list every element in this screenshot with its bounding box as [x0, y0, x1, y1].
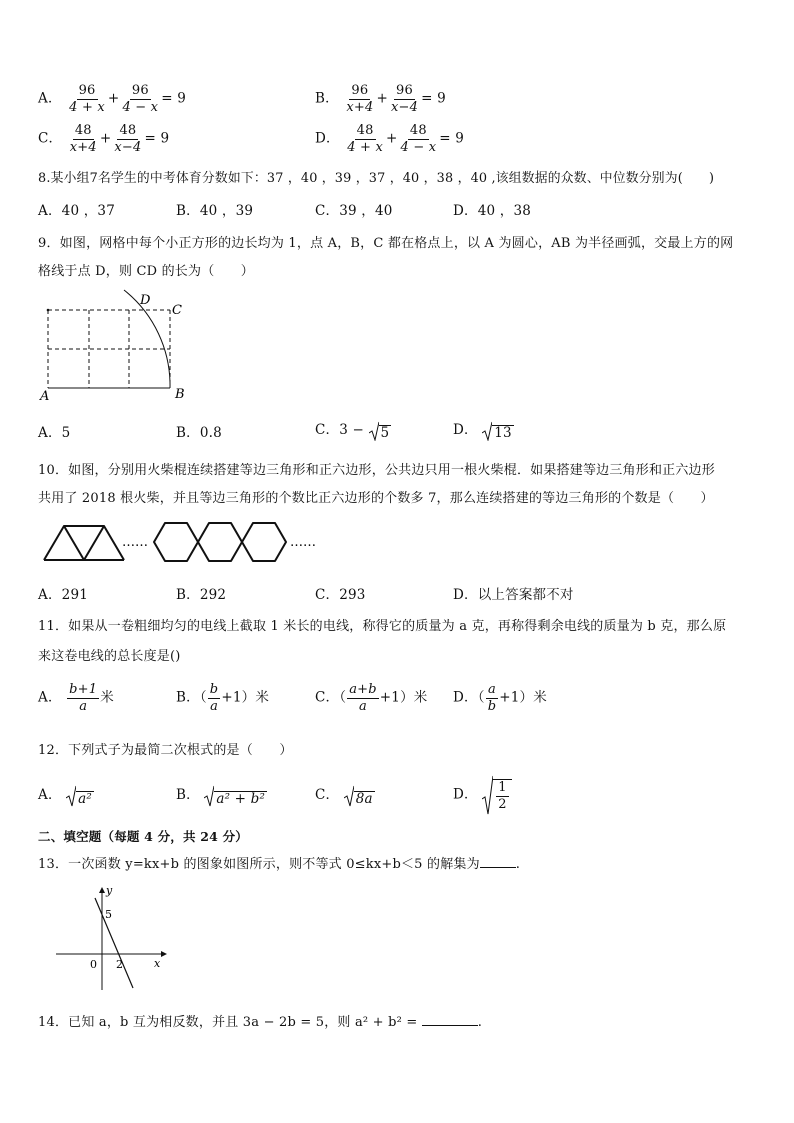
q9-stem-line2: 格线于点 D，则 CD 的长为（ ） [38, 264, 254, 279]
q9-option-a[interactable]: A．5 [38, 425, 71, 441]
q10-stem-line1: 10．如图，分别用火柴棍连续搭建等边三角形和正六边形，公共边只用一根火柴棍．如果搭建等边三角形和正六边形 [38, 463, 715, 478]
q11-stem-line1: 11．如果从一卷粗细均匀的电线上截取 1 米长的电线，称得它的质量为 a 克，再称得剩余电线的质量为 b 克，那么原 [38, 619, 727, 634]
fraction: $\frac{a}{b}$ [487, 682, 497, 714]
point-label-b: B [175, 387, 185, 402]
answer-blank[interactable] [422, 1025, 478, 1026]
q9-option-d[interactable]: D． 13 [453, 422, 512, 441]
square-root: a² + b² [204, 785, 267, 807]
q12-option-b[interactable]: B． a² + b² [176, 783, 267, 807]
ellipsis-dots: …… [290, 535, 316, 550]
q13-line-graph [56, 882, 176, 992]
option-label: D． [315, 130, 340, 147]
option-label: B． [315, 90, 339, 107]
q14-stem: 14．已知 a，b 互为相反数，并且 3a − 2b = 5，则 a² + b² = . [38, 1015, 483, 1030]
square-root [482, 775, 511, 815]
q8-option-b[interactable]: B．40 ，39 [176, 203, 254, 219]
fraction: $\frac{b}{a}$ [209, 682, 219, 714]
fraction: $\frac{48}{x+4}$ [69, 123, 97, 155]
ellipsis-dots: …… [122, 535, 148, 550]
q12-option-a[interactable]: A． a² [38, 783, 94, 807]
square-root: 5 [369, 421, 392, 441]
q10-option-d[interactable]: D．以上答案都不对 [453, 587, 574, 603]
q11-option-b[interactable]: B．（ $\frac{b}{a}$ +1）米 [176, 682, 270, 714]
x-intercept-label: 2 [116, 958, 123, 971]
q12-stem: 12．下列式子为最简二次根式的是（ ） [38, 743, 293, 758]
y-axis-label: y [106, 884, 113, 897]
q10-matchstick-figure [38, 512, 328, 574]
q12-option-d[interactable]: D． $\frac{1}{2}$ [453, 775, 512, 815]
q7-option-d[interactable]: D． $\frac{48}{4 + x}$ + $\frac{48}{4 - x}$ = 9 [315, 123, 465, 155]
answer-blank[interactable] [480, 867, 516, 868]
origin-label: 0 [90, 958, 97, 971]
q8-option-d[interactable]: D．40 ，38 [453, 203, 532, 219]
q8-option-c[interactable]: C．39 ，40 [315, 203, 393, 219]
fraction: $\frac{96}{4 - x}$ [122, 83, 159, 115]
x-axis-label: x [154, 957, 161, 970]
square-root: 8a [344, 785, 375, 807]
option-label: C． [38, 130, 63, 147]
fraction: $\frac{96}{4 + x}$ [69, 83, 105, 115]
q8-option-a[interactable]: A．40 ，37 [38, 203, 115, 219]
fraction: $\frac{b+1}{a}$ [69, 682, 98, 714]
q7-option-a[interactable]: A． $\frac{96}{4 + x}$ + $\frac{96}{4 - x}$ = 9 [38, 83, 186, 115]
q11-option-d[interactable]: D．（ $\frac{a}{b}$ +1）米 [453, 682, 547, 714]
q10-option-c[interactable]: C．293 [315, 587, 366, 603]
fraction: $\frac{96}{x+4}$ [346, 83, 374, 115]
q7-option-c[interactable]: C． $\frac{48}{x+4}$ + $\frac{48}{x-4}$ = 9 [38, 123, 170, 155]
fraction: $\frac{a+b}{a}$ [349, 682, 377, 714]
point-label-a: A [40, 389, 50, 404]
fraction: $\frac{96}{x-4}$ [390, 83, 419, 115]
q7-option-b[interactable]: B． $\frac{96}{x+4}$ + $\frac{96}{x-4}$ = 9 [315, 83, 446, 115]
square-root: 13 [482, 421, 514, 441]
fraction: $\frac{48}{4 - x}$ [400, 123, 437, 155]
point-label-d: D [140, 293, 151, 308]
option-label: A． [38, 90, 62, 107]
fraction: $\frac{1}{2}$ [498, 779, 507, 812]
q9-grid-figure [36, 288, 196, 406]
fraction: $\frac{48}{4 + x}$ [347, 123, 383, 155]
q11-option-c[interactable]: C．（ $\frac{a+b}{a}$ +1）米 [315, 682, 428, 714]
point-label-c: C [172, 303, 182, 318]
square-root: a² [66, 785, 94, 807]
q9-option-c[interactable]: C．3 − 5 [315, 422, 390, 441]
function-line [95, 898, 133, 988]
section-title: 二、填空题（每题 4 分，共 24 分） [38, 829, 249, 844]
q9-stem-line1: 9．如图，网格中每个小正方形的边长均为 1，点 A，B，C 都在格点上，以 A 为圆心，AB 为半径画弧，交最上方的网 [38, 236, 734, 251]
q11-stem-line2: 来这卷电线的总长度是() [38, 649, 181, 664]
q10-option-a[interactable]: A．291 [38, 587, 89, 603]
q10-stem-line2: 共用了 2018 根火柴，并且等边三角形的个数比正六边形的个数多 7，那么连续搭建的等边三角形的个数是（ ） [38, 491, 714, 506]
fraction: $\frac{48}{x-4}$ [114, 123, 142, 155]
q12-option-c[interactable]: C． 8a [315, 783, 375, 807]
q8-stem: 8.某小组7名学生的中考体育分数如下：37 ，40 ，39 ，37 ，40 ，38 ，40 ,该组数据的众数、中位数分别为( ) [38, 171, 715, 186]
q13-stem: 13．一次函数 y=kx+b 的图象如图所示，则不等式 0≤kx+b＜5 的解集为 . [38, 857, 521, 872]
q9-option-b[interactable]: B．0.8 [176, 425, 222, 441]
q10-option-b[interactable]: B．292 [176, 587, 227, 603]
y-intercept-label: 5 [105, 908, 112, 921]
q11-option-a[interactable]: A． $\frac{b+1}{a}$ 米 [38, 682, 114, 714]
